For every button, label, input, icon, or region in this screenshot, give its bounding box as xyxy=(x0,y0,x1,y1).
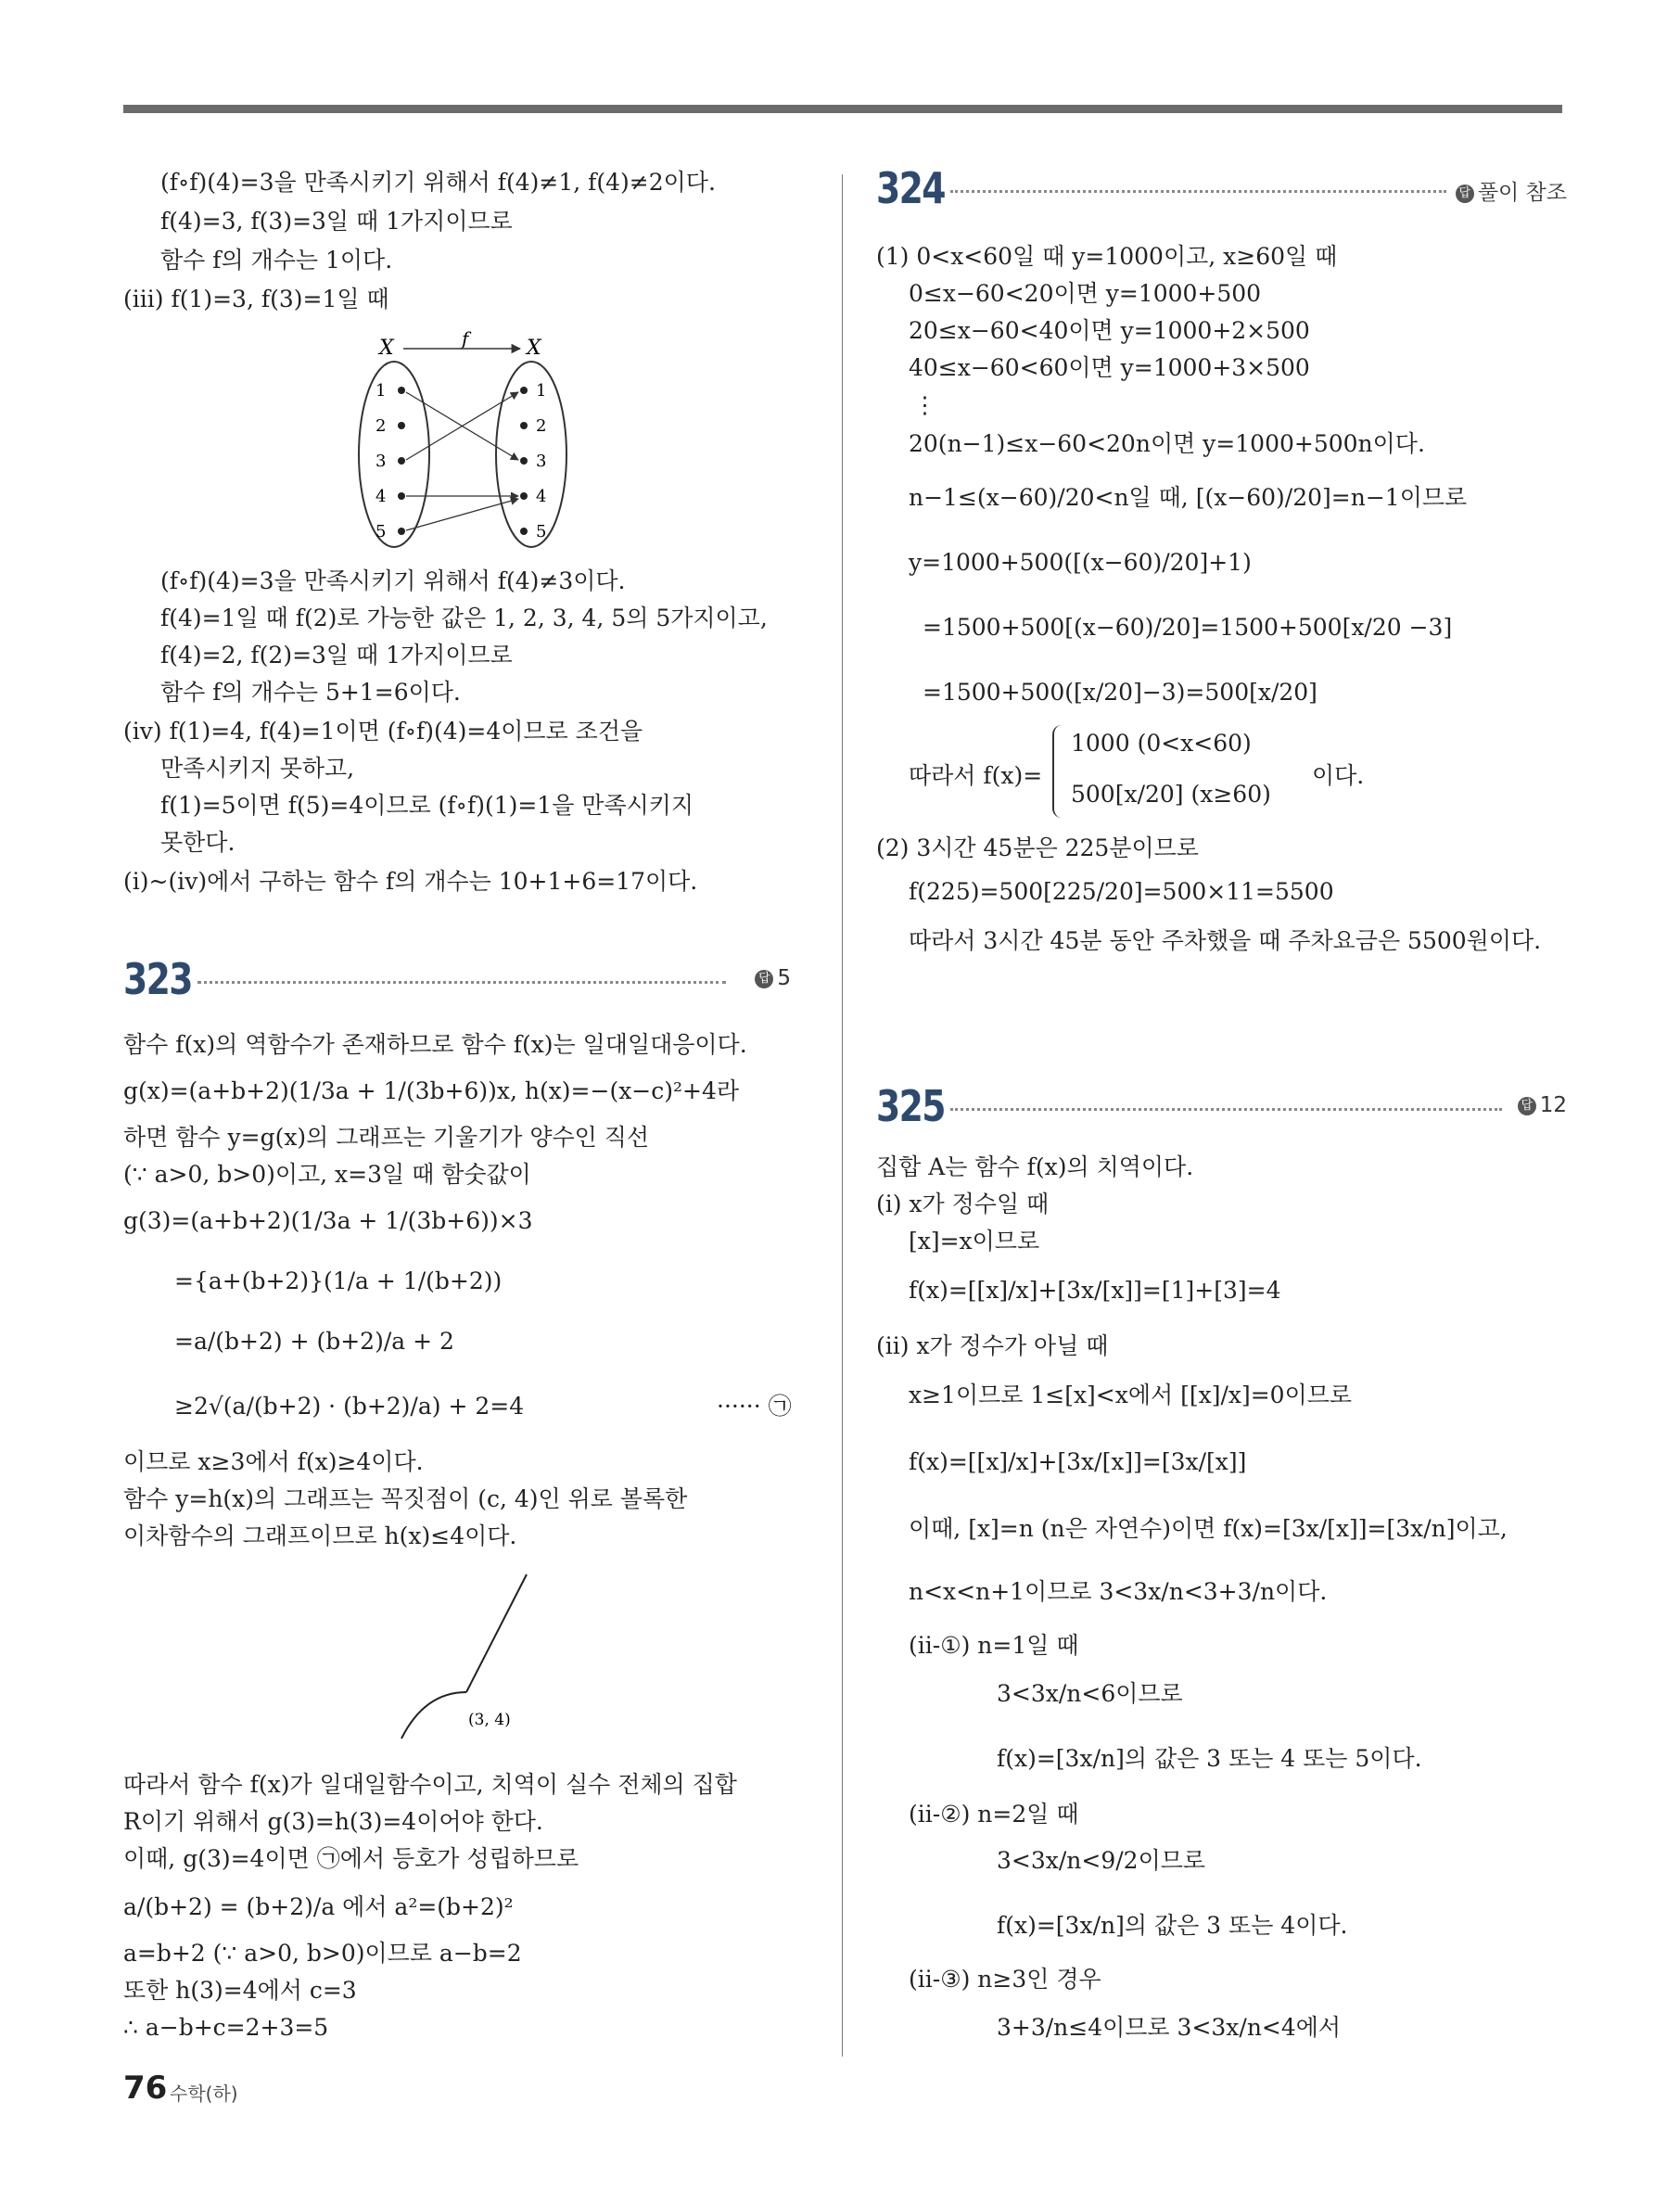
answer-label xyxy=(1518,1093,1567,1117)
formula-line: a/(b+2) = (b+2)/a 에서 a²=(b+2)² xyxy=(123,1893,514,1920)
element-label: 4 xyxy=(375,487,387,506)
text-line: 따라서 f(x)= xyxy=(909,762,1043,789)
text-line: 못한다. xyxy=(160,829,235,856)
formula-line: f(225)=500[225/20]=500×11=5500 xyxy=(909,878,1334,905)
text-line: (1) 0<x<60일 때 y=1000이고, x≥60일 때 xyxy=(876,243,1338,270)
answer-label xyxy=(755,966,791,990)
formula-line: =a/(b+2) + (b+2)/a + 2 xyxy=(174,1328,454,1355)
formula-line: 또한 h(3)=4에서 c=3 xyxy=(123,1977,357,2004)
map-label: f xyxy=(462,327,469,350)
formula-line: 40≤x−60<60이면 y=1000+3×500 xyxy=(909,354,1310,381)
subcase-heading: (ii-③) n≥3인 경우 xyxy=(909,1966,1101,1993)
formula-line: =1500+500[(x−60)/20]=1500+500[x/20 −3] xyxy=(923,614,1453,641)
subcase-heading: (ii-②) n=2일 때 xyxy=(909,1801,1079,1828)
element-label: 2 xyxy=(375,416,387,436)
answer-icon: 답 xyxy=(755,970,773,988)
formula-line: 3+3/n≤4이므로 3<3x/n<4에서 xyxy=(997,2014,1342,2041)
problem-header-325 xyxy=(876,1080,1567,1132)
equation-marker: ······ ㉠ xyxy=(717,1393,792,1420)
text-line: 함수 f(x)의 역함수가 존재하므로 함수 f(x)는 일대일대응이다. xyxy=(123,1031,747,1058)
domain-ellipse xyxy=(359,362,429,547)
case-heading: (iii) f(1)=3, f(3)=1일 때 xyxy=(123,286,389,312)
text-line: 집합 A는 함수 f(x)의 치역이다. xyxy=(876,1153,1194,1180)
text-line: 함수 f의 개수는 1이다. xyxy=(160,247,393,274)
answer-value: 12 xyxy=(1539,1093,1567,1117)
text-line: 따라서 3시간 45분 동안 주차했을 때 주차요금은 5500원이다. xyxy=(909,927,1542,954)
answer-value: 5 xyxy=(777,966,791,990)
case-heading: (ii) x가 정수가 아닐 때 xyxy=(876,1332,1109,1359)
element-label: 1 xyxy=(375,381,387,401)
formula-line: 3<3x/n<9/2이므로 xyxy=(997,1847,1206,1874)
answer-icon: 답 xyxy=(1456,185,1474,203)
text-line: 하면 함수 y=g(x)의 그래프는 기울기가 양수인 직선 xyxy=(123,1124,650,1151)
top-rule xyxy=(123,105,1562,113)
text-line: 따라서 함수 f(x)가 일대일함수이고, 치역이 실수 전체의 집합 xyxy=(123,1771,737,1798)
case-heading: (iv) f(1)=4, f(4)=1이면 (f∘f)(4)=4이므로 조건을 xyxy=(123,718,643,745)
conclusion-line: (i)~(iv)에서 구하는 함수 f의 개수는 10+1+6=17이다. xyxy=(123,868,698,895)
element-label: 3 xyxy=(536,452,547,471)
problem-number: 323 xyxy=(123,954,192,1004)
problem-header-323 xyxy=(123,953,791,1005)
problem-number: 324 xyxy=(876,163,945,213)
text-line: (2) 3시간 45분은 225분이므로 xyxy=(876,834,1199,861)
text-line: 이므로 x≥3에서 f(x)≥4이다. xyxy=(123,1448,424,1475)
text-line: f(4)=2, f(2)=3일 때 1가지이므로 xyxy=(160,642,513,669)
formula-line: 3<3x/n<6이므로 xyxy=(997,1680,1183,1707)
dotted-rule xyxy=(950,190,1446,193)
formula-line: f(x)=[[x]/x]+[3x/[x]]=[1]+[3]=4 xyxy=(909,1277,1281,1304)
vdots: ⋮ xyxy=(913,391,936,418)
element-label: 5 xyxy=(375,522,387,541)
text-line: R이기 위해서 g(3)=h(3)=4이어야 한다. xyxy=(123,1808,543,1835)
formula-line: =1500+500([x/20]−3)=500[x/20] xyxy=(923,679,1317,706)
text-line: f(1)=5이면 f(5)=4이므로 (f∘f)(1)=1을 만족시키지 xyxy=(160,792,694,819)
element-label: 5 xyxy=(536,522,547,541)
answer-label xyxy=(1456,175,1567,206)
set-label-right: X xyxy=(527,337,541,360)
dotted-rule xyxy=(950,1108,1502,1111)
text-line: 만족시키지 못하고, xyxy=(160,755,355,782)
formula-line: ≥2√(a/(b+2) · (b+2)/a) + 2=4 xyxy=(174,1393,525,1420)
answer-value: 풀이 참조 xyxy=(1477,181,1567,205)
formula-line: 이때, [x]=n (n은 자연수)이면 f(x)=[3x/[x]]=[3x/n]이고, xyxy=(909,1515,1508,1542)
element-label: 4 xyxy=(536,487,547,506)
piecewise-case: 500[x/20] (x≥60) xyxy=(1071,781,1271,808)
text-line: 함수 f의 개수는 5+1=6이다. xyxy=(160,679,461,706)
text-line: 이다. xyxy=(1312,762,1365,789)
formula-line: a=b+2 (∵ a>0, b>0)이므로 a−b=2 xyxy=(123,1940,522,1967)
formula-line: n<x<n+1이므로 3<3x/n<3+3/n이다. xyxy=(909,1578,1328,1605)
page-subject: 수학(하) xyxy=(170,2083,238,2105)
mapping-diagram xyxy=(355,325,578,556)
graph-sketch xyxy=(392,1567,578,1743)
element-label: 1 xyxy=(536,381,547,401)
subcase-heading: (ii-①) n=1일 때 xyxy=(909,1632,1079,1659)
set-label-left: X xyxy=(379,337,394,360)
element-label: 2 xyxy=(536,416,547,436)
text-line: 함수 y=h(x)의 그래프는 꼭짓점이 (c, 4)인 위로 볼록한 xyxy=(123,1485,688,1512)
formula-line: 20(n−1)≤x−60<20n이면 y=1000+500n이다. xyxy=(909,430,1425,457)
case-heading: (i) x가 정수일 때 xyxy=(876,1191,1050,1217)
formula-line: g(3)=(a+b+2)(1/3a + 1/(3b+6))×3 xyxy=(123,1207,533,1234)
formula-line: x≥1이므로 1≤[x]<x에서 [[x]/x]=0이므로 xyxy=(909,1382,1353,1408)
element-label: 3 xyxy=(375,452,387,471)
problem-number: 325 xyxy=(876,1081,945,1131)
text-line: (f∘f)(4)=3을 만족시키기 위해서 f(4)≠3이다. xyxy=(160,567,626,594)
formula-line: ={a+(b+2)}(1/a + 1/(b+2)) xyxy=(174,1267,503,1294)
text-line: (f∘f)(4)=3을 만족시키기 위해서 f(4)≠1, f(4)≠2이다. xyxy=(160,169,716,196)
formula-line: [x]=x이므로 xyxy=(909,1228,1040,1255)
problem-header-324 xyxy=(876,162,1567,214)
codomain-ellipse xyxy=(496,362,566,547)
formula-line: f(x)=[[x]/x]+[3x/[x]]=[3x/[x]] xyxy=(909,1448,1247,1475)
formula-line: ∴ a−b+c=2+3=5 xyxy=(123,2014,329,2041)
formula-line: g(x)=(a+b+2)(1/3a + 1/(3b+6))x, h(x)=−(x−c)²+4라 xyxy=(123,1077,740,1104)
answer-icon: 답 xyxy=(1518,1097,1536,1115)
dotted-rule xyxy=(197,981,726,984)
formula-line: n−1≤(x−60)/20<n일 때, [(x−60)/20]=n−1이므로 xyxy=(909,484,1468,511)
text-line: f(4)=1일 때 f(2)로 가능한 값은 1, 2, 3, 4, 5의 5가지이고, xyxy=(160,605,768,631)
formula-line: 0≤x−60<20이면 y=1000+500 xyxy=(909,280,1262,307)
text-line: 이때, g(3)=4이면 ㉠에서 등호가 성립하므로 xyxy=(123,1845,579,1872)
text-line: (∵ a>0, b>0)이고, x=3일 때 함숫값이 xyxy=(123,1161,531,1188)
page-number: 76 xyxy=(123,2070,168,2107)
piecewise-case: 1000 (0<x<60) xyxy=(1071,730,1252,757)
formula-line: y=1000+500([(x−60)/20]+1) xyxy=(909,549,1252,576)
piecewise-brace xyxy=(1052,725,1067,818)
column-divider xyxy=(842,174,843,2057)
text-line: f(4)=3, f(3)=3일 때 1가지이므로 xyxy=(160,208,513,235)
formula-line: f(x)=[3x/n]의 값은 3 또는 4 또는 5이다. xyxy=(997,1745,1422,1772)
formula-line: f(x)=[3x/n]의 값은 3 또는 4이다. xyxy=(997,1912,1348,1939)
formula-line: 20≤x−60<40이면 y=1000+2×500 xyxy=(909,317,1310,344)
point-label: (3, 4) xyxy=(468,1711,511,1729)
text-line: 이차함수의 그래프이므로 h(x)≤4이다. xyxy=(123,1522,517,1549)
